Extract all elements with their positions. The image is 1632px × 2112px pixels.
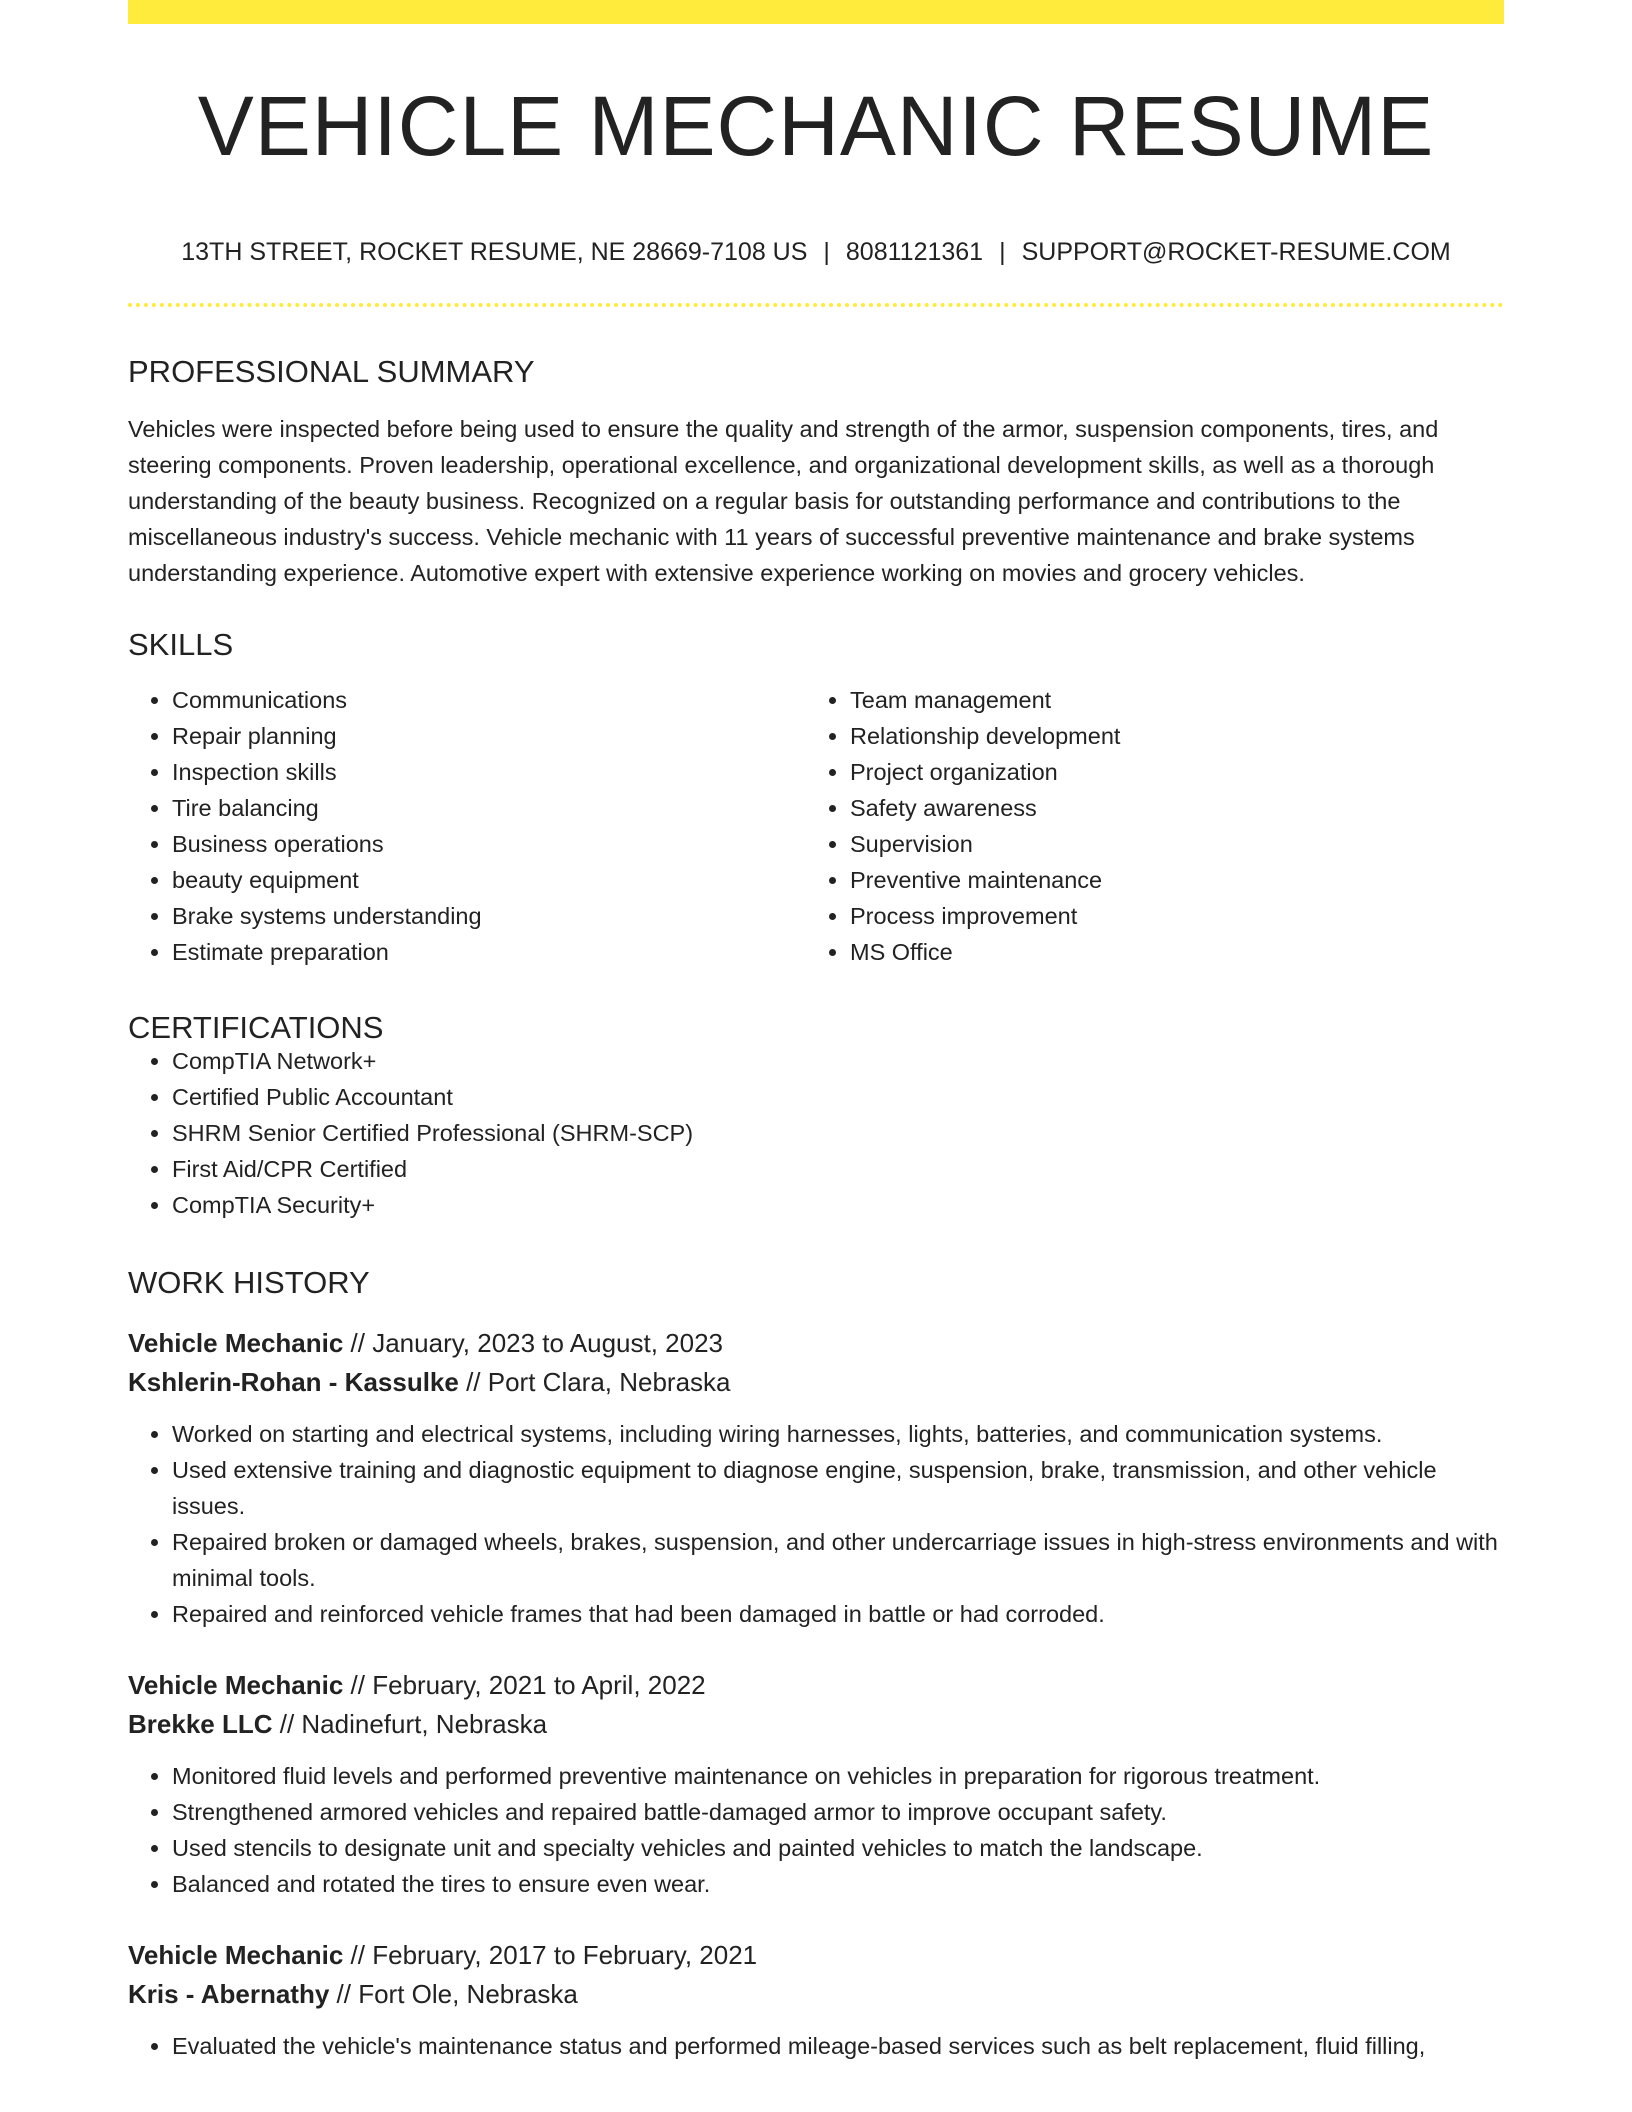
skill-item: • Estimate preparation bbox=[172, 934, 806, 970]
work-history-heading: WORK HISTORY bbox=[128, 1265, 370, 1300]
skill-item: • Team management bbox=[850, 682, 1484, 718]
contact-line bbox=[128, 240, 1504, 265]
job-company-line bbox=[128, 1975, 1504, 2014]
skill-item: • Communications bbox=[172, 682, 806, 718]
certification-item: • First Aid/CPR Certified bbox=[172, 1151, 1504, 1187]
job-duty: • Repaired broken or damaged wheels, brakes, suspension, and other undercarriage issues in high-stress environments and with minimal tools. bbox=[172, 1524, 1504, 1596]
dotted-divider bbox=[128, 303, 1504, 307]
skill-item: • Inspection skills bbox=[172, 754, 806, 790]
skill-item: • Tire balancing bbox=[172, 790, 806, 826]
skill-item: • Safety awareness bbox=[850, 790, 1484, 826]
job-location: // Nadinefurt, Nebraska bbox=[272, 1709, 548, 1739]
job-duty: • Worked on starting and electrical systems, including wiring harnesses, lights, batteries, and communication systems. bbox=[172, 1416, 1504, 1452]
job-role: Vehicle Mechanic bbox=[128, 1328, 344, 1358]
job-company: Brekke LLC bbox=[128, 1709, 273, 1739]
job-entry bbox=[128, 1936, 1504, 2064]
job-dates: // January, 2023 to August, 2023 bbox=[343, 1328, 724, 1358]
summary-heading: PROFESSIONAL SUMMARY bbox=[128, 354, 535, 389]
job-entry bbox=[128, 1324, 1504, 1632]
job-duty: • Used stencils to designate unit and specialty vehicles and painted vehicles to match the landscape. bbox=[172, 1830, 1504, 1866]
top-accent-bar bbox=[128, 0, 1504, 24]
certification-item: • Certified Public Accountant bbox=[172, 1079, 1504, 1115]
job-role-line bbox=[128, 1324, 1504, 1363]
job-duties-list bbox=[128, 1758, 1504, 1902]
job-location: // Fort Ole, Nebraska bbox=[329, 1979, 578, 2009]
skills-columns bbox=[128, 682, 1504, 970]
certifications-heading: CERTIFICATIONS bbox=[128, 1010, 384, 1045]
job-duty: • Strengthened armored vehicles and repaired battle-damaged armor to improve occupant safety. bbox=[172, 1794, 1504, 1830]
job-duty: • Repaired and reinforced vehicle frames that had been damaged in battle or had corroded. bbox=[172, 1596, 1504, 1632]
phone-text: 8081121361 bbox=[845, 238, 984, 266]
contact-separator: | bbox=[999, 238, 1006, 266]
job-duties-list bbox=[128, 2028, 1504, 2064]
job-company: Kris - Abernathy bbox=[128, 1979, 330, 2009]
job-company: Kshlerin-Rohan - Kassulke bbox=[128, 1367, 459, 1397]
job-location: // Port Clara, Nebraska bbox=[458, 1367, 731, 1397]
email-text: SUPPORT@ROCKET-RESUME.COM bbox=[1021, 238, 1451, 266]
address-text: 13TH STREET, ROCKET RESUME, NE 28669-7108 US bbox=[181, 238, 808, 266]
certification-item: • SHRM Senior Certified Professional (SHRM-SCP) bbox=[172, 1115, 1504, 1151]
certifications-list bbox=[128, 1043, 1504, 1223]
job-role-line bbox=[128, 1936, 1504, 1975]
job-duties-list bbox=[128, 1416, 1504, 1632]
skill-item: • Business operations bbox=[172, 826, 806, 862]
job-duty: • Monitored fluid levels and performed preventive maintenance on vehicles in preparation for rigorous treatment. bbox=[172, 1758, 1504, 1794]
job-entry bbox=[128, 1666, 1504, 1902]
skill-item: • Project organization bbox=[850, 754, 1484, 790]
skill-item: • Preventive maintenance bbox=[850, 862, 1484, 898]
job-duty: • Balanced and rotated the tires to ensure even wear. bbox=[172, 1866, 1504, 1902]
skill-item: • beauty equipment bbox=[172, 862, 806, 898]
skill-item: • Repair planning bbox=[172, 718, 806, 754]
job-dates: // February, 2017 to February, 2021 bbox=[343, 1940, 758, 1970]
summary-text: Vehicles were inspected before being used to ensure the quality and strength of the armor, suspension components, tires, and steering components. Proven leadership, operational excellence, and organizational development skills, as well as a thorough understanding of the beauty business. Recognized on a regular basis for outstanding performance and contributions to the miscellaneous industry's success. Vehicle mechanic with 11 years of successful preventive maintenance and brake systems understanding experience. Automotive expert with extensive experience working on movies and grocery vehicles. bbox=[128, 416, 1439, 586]
certification-item: • CompTIA Security+ bbox=[172, 1187, 1504, 1223]
certification-item: • CompTIA Network+ bbox=[172, 1043, 1504, 1079]
skill-item: • Brake systems understanding bbox=[172, 898, 806, 934]
contact-separator: | bbox=[823, 238, 830, 266]
job-dates: // February, 2021 to April, 2022 bbox=[343, 1670, 706, 1700]
skill-item: • Supervision bbox=[850, 826, 1484, 862]
page-title: VEHICLE MECHANIC RESUME bbox=[197, 79, 1435, 173]
job-duty: • Evaluated the vehicle's maintenance status and performed mileage-based services such as belt replacement, fluid filling, bbox=[172, 2028, 1504, 2064]
job-duty: • Used extensive training and diagnostic equipment to diagnose engine, suspension, brake, transmission, and other vehicle issues. bbox=[172, 1452, 1504, 1524]
job-company-line bbox=[128, 1363, 1504, 1402]
resume-page bbox=[128, 0, 1504, 2064]
skills-list-right bbox=[806, 682, 1484, 970]
skill-item: • MS Office bbox=[850, 934, 1484, 970]
job-company-line bbox=[128, 1705, 1504, 1744]
skills-list-left bbox=[128, 682, 806, 970]
skills-heading: SKILLS bbox=[128, 627, 234, 662]
job-role: Vehicle Mechanic bbox=[128, 1940, 344, 1970]
skill-item: • Relationship development bbox=[850, 718, 1484, 754]
job-role: Vehicle Mechanic bbox=[128, 1670, 344, 1700]
skill-item: • Process improvement bbox=[850, 898, 1484, 934]
job-role-line bbox=[128, 1666, 1504, 1705]
